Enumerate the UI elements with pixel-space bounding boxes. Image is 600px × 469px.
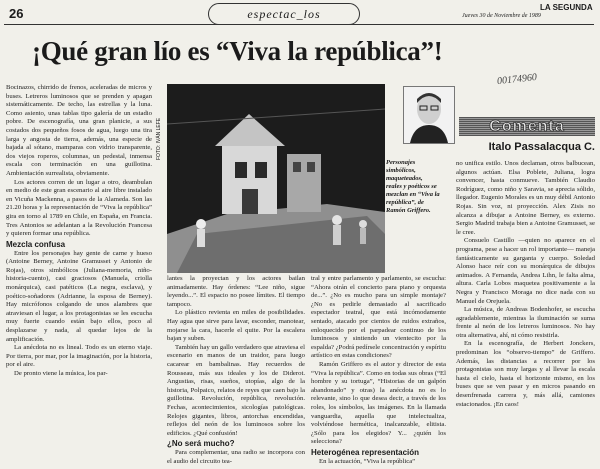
article-column-4: [456, 160, 595, 468]
paragraph: tral y entre parlamento y parlamento, se escucha: “Ahora oirán el concierto para piano y orquesta de...”. ¿No es mucho para un simple montaje? ¿No es pedirle demasiado al sacrificado espectador teatral, que está incómodamente sentado, atacado por cientos de ruidos extraños, enloquecido por el parpadear continuo de los luminosos y sintiendo un vientecito por la espalda? ¿Podrá pedírsele concentración y espíritu artístico en estas condiciones?: [311, 275, 446, 360]
paragraph: La anécdota no es lineal. Todo es un eterno viaje. Por tierra, por mar, por la imaginación, por la historia, por el aire.: [6, 344, 152, 369]
paragraph: Lo plástico revienta en miles de posibilidades. Hay agua que sirve para lavar, esconder, manotear, mojarse la cara, hacerle el quite. Por la escalera bajan y suben.: [167, 309, 305, 343]
paragraph: En la actuación, “Viva la república”: [319, 457, 416, 465]
paragraph: De pronto viene la música, los par-: [14, 370, 108, 377]
photo-caption: Personajes simbólicos, maqueteados, reales y poéticos se mezclan en “Viva la república”, de Ramón Griffero.: [386, 159, 440, 214]
author-portrait-image: [404, 87, 454, 143]
article-column-2: [167, 275, 305, 468]
article-column-3: [311, 275, 446, 468]
subheading: Heterogénea representación: [311, 447, 420, 457]
photo-credit: FOTO: IVÁN LEFE: [156, 117, 162, 160]
article-column-1: [6, 84, 152, 468]
headline: ¡Qué gran lío es “Viva la república”!: [32, 36, 443, 66]
paragraph: Para complementar, una radio se incorpora con el audio del circuito tea-: [167, 449, 305, 465]
newspaper-name: LA SEGUNDA: [540, 3, 593, 12]
paragraph: Los actores corren de un lugar a otro, deambulan en medio de este gran escenario al aire libre instalado en Vicuña Mackenna, a pasos de la Alameda. Son las 21.20 horas y la representación de “Viva la república” gira en torno al 1789 en Chile, en España, en Francia. Tres Antonios se adelantan a la Revolución Francesa y quieren formar una república.: [6, 178, 152, 238]
section-masthead: espectac_los: [208, 3, 360, 25]
paragraph: En la escenografía, de Herbert Jonckers, predominan los “observo-tiempo” de Griffero. Además, las distancias a recorrer por los protagonistas son muy largas y al llevar la escala hasta el cielo, hasta el horizonte mismo, en los buses que se ven pasar y en micros pasando en desenfrenada carrera y, más allá, camiones estacionados. ¡En caos!: [456, 340, 595, 408]
paragraph: Consuelo Castillo —quien no aparece en el programa, pese a hacer un rol importante— maneja fantásticamente su garganta y cuerpo. Soledad Alonso hace reír con su monárquica de dibujos animados. A Fernanda, Andrea Lihn, le falta alma, altura. Carla Lobos maquetea positivamente a la Negra y Francisco Moraga no dice nada con su Manuel de Orejuela.: [456, 237, 595, 305]
paragraph: no unifica estilo. Unos declaman, otros balbucean, algunos actúan. Elsa Poblete, Juliana, logra convencer, hasta conmueve. También Claudio Rodríguez, como niño y Saravia, se aprecia sólido, llegador. Eugenio Morales es un muy débil Antonio Rojas. Sin voz, ni proyección. Alex Zisis no alcanza a dibujar a Antoine Berney, es externo. Sergio Madrid trabaja bien a Antoine Gramusset, se le cree.: [456, 160, 595, 236]
archive-stamp: 00174960: [496, 71, 538, 88]
author-portrait: [403, 86, 455, 144]
paragraph: También hay un gallo verdadero que atraviesa el escenario en manos de un traidor, para luego cacarear en bambalinas. Hay recuerdos de Rousseau, más sus ideales y los de Diderot. Angustias, risas, sueños, utopías, algo de la historia, Polpaico, relatos de reyes que caen bajo la guillotina. Revolución, república, revolución. Fechas, acontecimientos, sicologías patológicas. Relojes gigantes, libros, antorchas encendidas, reflejos del neón de los luminosos sobre los edificios. ¿Qué confusión!: [167, 343, 305, 437]
header-rule: [4, 24, 594, 25]
paragraph: La música, de Andreas Bodenhofer, se escucha agradablemente, mientras la iluminación se suma frente al neón de los letreros luminosos. No hay otra alternativa, ahí, ni cómo resistirla.: [456, 306, 595, 339]
column-author: Italo Passalacqua C.: [488, 141, 595, 153]
column-label: Comenta: [459, 117, 595, 136]
paragraph: lantes la proyectan y los actores bailan animadamente. Hay órdenes: “Lee niño, sigue leyendo...”. El espacio no posee límites. El tiempo tampoco.: [167, 275, 305, 308]
page-number: 26: [9, 6, 24, 21]
stage-photo: [167, 84, 385, 273]
stage-photo-image: [167, 84, 385, 273]
paragraph: Ramón Griffero es el autor y director de esta “Viva la república”. Como en todas sus obras (“El hombre y su tortuga”, “Historias de un galpón abandonado” y otras) la anécdota no es lo relevante, sino lo que desea decir, a través de los roles, los símbolos, las imágenes. En la llamada vanguardia, aquella que intelectualiza, volviéndose hermética, inalcanzable, elitista. ¿Sólo para los elegidos? Y... ¿quién los selecciona?: [311, 360, 446, 446]
subheading: Mezcla confusa: [6, 239, 66, 249]
paragraph: Bocinazos, chirrido de frenos, aceleradas de micros y buses. Letreros luminosos que se prenden y apagan sistemáticamente. De techo, las estrellas y la luna. Como asiento, unas tablas tipo galería de un estadio pobre. De escenografía, una gran planicie, a sus costados dos pequeños fosos de agua, luego una tira larga y angosta de tierra, además, una especie de bajada al sótano, mamparas con vidrio transparente, dos viejos roperos, columnas, un pedestal, inmensa escala con terminación en una guillotina. Ambientación surrealista, obviamente.: [6, 84, 152, 177]
subheading: ¿No será mucho?: [167, 439, 235, 449]
publication-date: Jueves 30 de Noviembre de 1989: [462, 13, 541, 19]
paragraph: Entre los personajes hay gente de carne y hueso (Antoine Berney, Antoine Gramusset y Antonio de Rojas), otros simbólicos (Juliana-memoria, niño-historia-cuento), casi graciosos (Manuela, criolla monárquica), casi patéticos (La negra, esclava), y poético-soñadores (Adrianne, la esposa de Berney). Hay micrófonos colgando de unos alambres que atraviesan el lugar, a los protagonistas se les escucha muy fuerte cuando están bajo ellos, poco al desplazarse y nada, al quedar lejos de la amplificación.: [6, 249, 152, 343]
